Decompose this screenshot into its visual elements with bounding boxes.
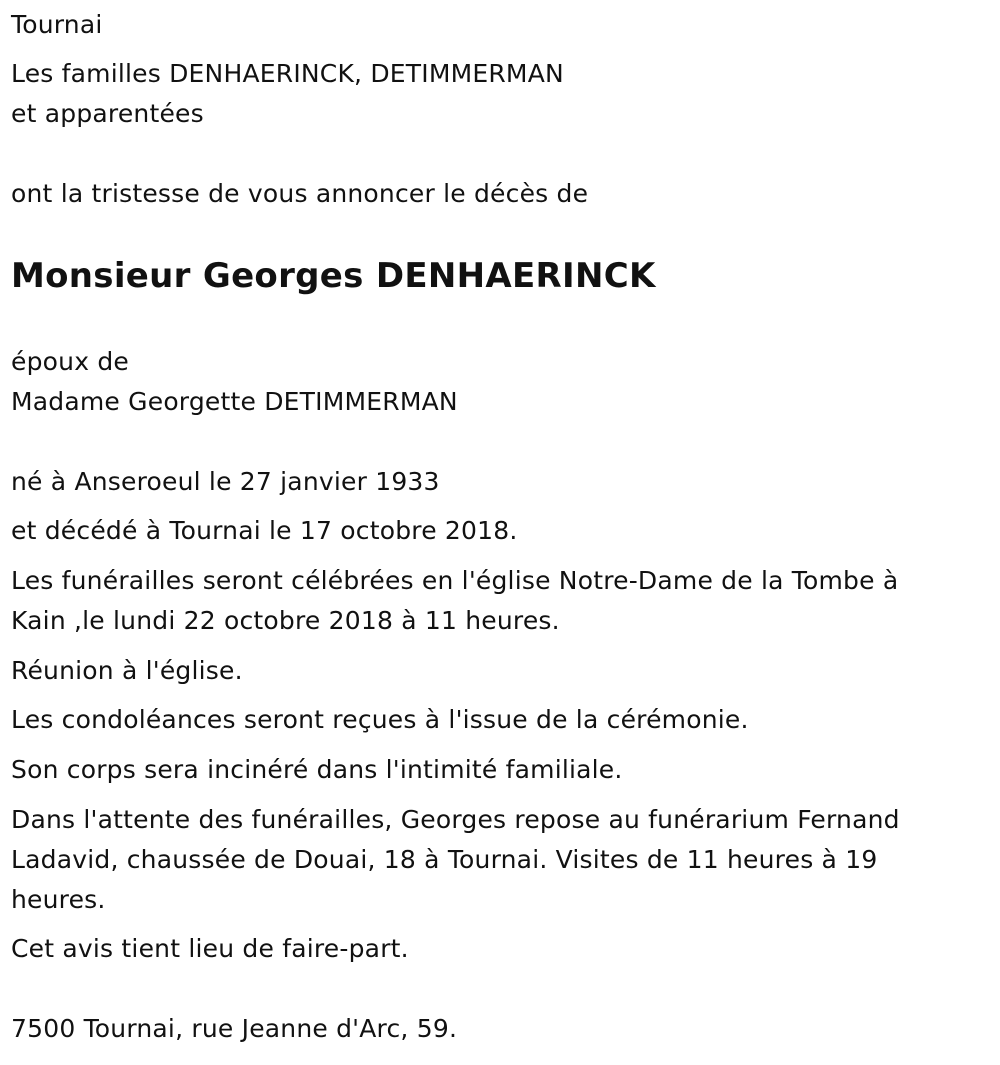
meeting-line: Réunion à l'église. — [11, 656, 243, 685]
announcement-text: ont la tristesse de vous annoncer le décès de — [11, 179, 589, 208]
deceased-name-heading: Monsieur Georges DENHAERINCK — [11, 256, 656, 296]
death-line: et décédé à Tournai le 17 octobre 2018. — [11, 516, 518, 545]
rest-line-2: Ladavid, chaussée de Douai, 18 à Tournai. Visites de 11 heures à 19 — [11, 845, 878, 874]
funeral-line-1: Les funérailles seront célébrées en l'église Notre-Dame de la Tombe à — [11, 566, 899, 595]
spouse-intro: époux de — [11, 347, 129, 376]
families-line-2: et apparentées — [11, 99, 204, 128]
rest-line-1: Dans l'attente des funérailles, Georges repose au funérarium Fernand — [11, 805, 900, 834]
birth-line: né à Anseroeul le 27 janvier 1933 — [11, 467, 440, 496]
rest-line-3: heures. — [11, 885, 106, 914]
faire-part-line: Cet avis tient lieu de faire-part. — [11, 934, 409, 963]
families-line-1: Les familles DENHAERINCK, DETIMMERMAN — [11, 59, 564, 88]
address-line: 7500 Tournai, rue Jeanne d'Arc, 59. — [11, 1014, 458, 1043]
cremation-line: Son corps sera incinéré dans l'intimité familiale. — [11, 755, 623, 784]
location-label: Tournai — [11, 10, 103, 39]
spouse-name: Madame Georgette DETIMMERMAN — [11, 387, 458, 416]
condolences-line: Les condoléances seront reçues à l'issue de la cérémonie. — [11, 705, 749, 734]
funeral-line-2: Kain ,le lundi 22 octobre 2018 à 11 heures. — [11, 606, 560, 635]
